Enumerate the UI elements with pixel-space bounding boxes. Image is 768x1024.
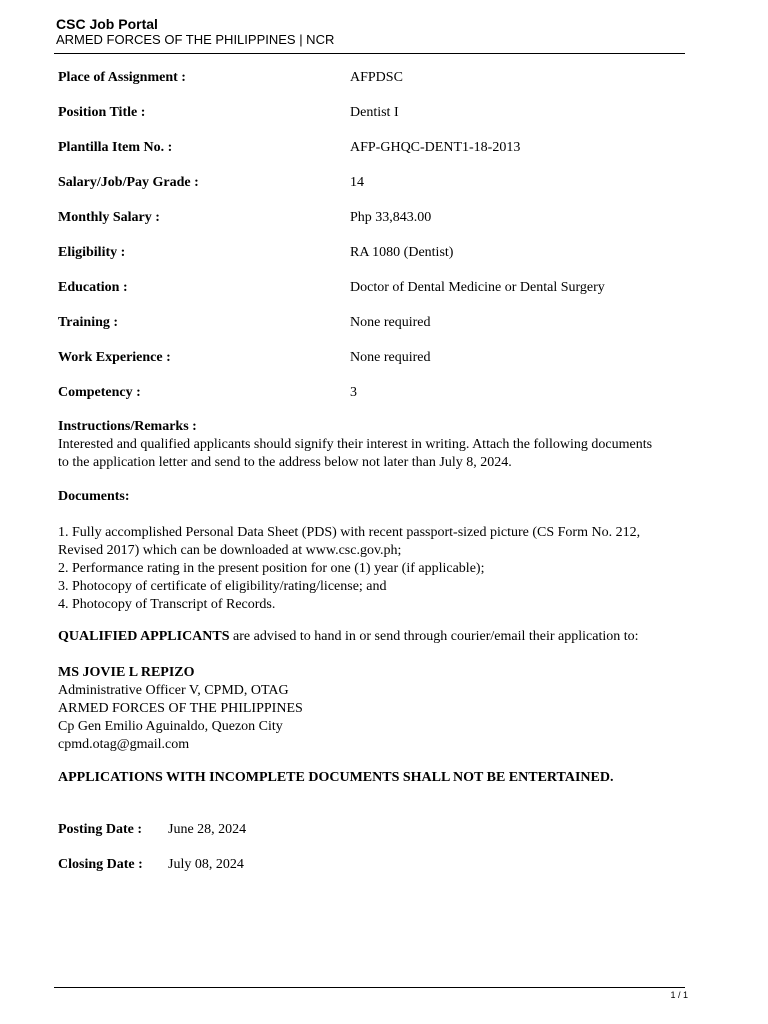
closing-date-label: Closing Date : (58, 857, 143, 872)
field-value: RA 1080 (Dentist) (350, 245, 454, 260)
field-label: Training : (58, 315, 119, 330)
field-value: 3 (350, 385, 357, 400)
instructions-section (58, 418, 698, 472)
page-number: 1 / 1 (670, 990, 688, 1000)
document-item: 4. Photocopy of Transcript of Records. (58, 597, 276, 612)
field-label: Salary/Job/Pay Grade : (58, 175, 199, 190)
contact-address: Cp Gen Emilio Aguinaldo, Quezon City (58, 719, 283, 734)
field-value: Dentist I (350, 105, 399, 120)
qualified-applicants-emphasis: QUALIFIED APPLICANTS (58, 629, 230, 644)
instructions-heading: Instructions/Remarks : (58, 419, 197, 434)
field-value: None required (350, 350, 431, 365)
field-value: None required (350, 315, 431, 330)
incomplete-documents-warning: APPLICATIONS WITH INCOMPLETE DOCUMENTS SHALL NOT BE ENTERTAINED. (58, 770, 614, 785)
contact-block (58, 664, 698, 754)
posting-date-value: June 28, 2024 (168, 822, 247, 837)
field-value: AFP-GHQC-DENT1-18-2013 (350, 140, 521, 155)
qualified-applicants-text: are advised to hand in or send through courier/email their application to: (229, 629, 639, 644)
field-label: Work Experience : (58, 350, 171, 365)
document-item: Revised 2017) which can be downloaded at www.csc.gov.ph; (58, 543, 402, 558)
field-label: Education : (58, 280, 128, 295)
field-label: Plantilla Item No. : (58, 140, 173, 155)
field-label: Position Title : (58, 105, 146, 120)
document-item: 1. Fully accomplished Personal Data Sheet (PDS) with recent passport-sized picture (CS Form No. 212, (58, 525, 641, 540)
closing-date-value: July 08, 2024 (168, 857, 244, 872)
documents-heading: Documents: (58, 489, 130, 504)
field-value: Php 33,843.00 (350, 210, 432, 225)
contact-name: MS JOVIE L REPIZO (58, 665, 195, 680)
page-header (56, 16, 334, 48)
field-value: 14 (350, 175, 364, 190)
field-label: Competency : (58, 385, 141, 400)
contact-email: cpmd.otag@gmail.com (58, 737, 190, 752)
organization-subtitle: ARMED FORCES OF THE PHILIPPINES | NCR (56, 32, 335, 47)
field-value: AFPDSC (350, 70, 403, 85)
qualified-applicants-notice (58, 628, 698, 646)
document-item: 2. Performance rating in the present position for one (1) year (if applicable); (58, 561, 485, 576)
footer-divider (54, 987, 685, 988)
header-divider (54, 53, 685, 54)
instructions-text-line: to the application letter and send to the address below not later than July 8, 2024. (58, 455, 512, 470)
portal-title: CSC Job Portal (56, 16, 158, 32)
contact-organization: ARMED FORCES OF THE PHILIPPINES (58, 701, 303, 716)
posting-date-label: Posting Date : (58, 822, 142, 837)
documents-list (58, 524, 698, 614)
field-label: Monthly Salary : (58, 210, 160, 225)
document-item: 3. Photocopy of certificate of eligibility/rating/license; and (58, 579, 387, 594)
field-label: Place of Assignment : (58, 70, 186, 85)
contact-position: Administrative Officer V, CPMD, OTAG (58, 683, 289, 698)
instructions-text-line: Interested and qualified applicants should signify their interest in writing. Attach the following documents (58, 437, 653, 452)
field-value: Doctor of Dental Medicine or Dental Surgery (350, 280, 605, 295)
field-label: Eligibility : (58, 245, 126, 260)
